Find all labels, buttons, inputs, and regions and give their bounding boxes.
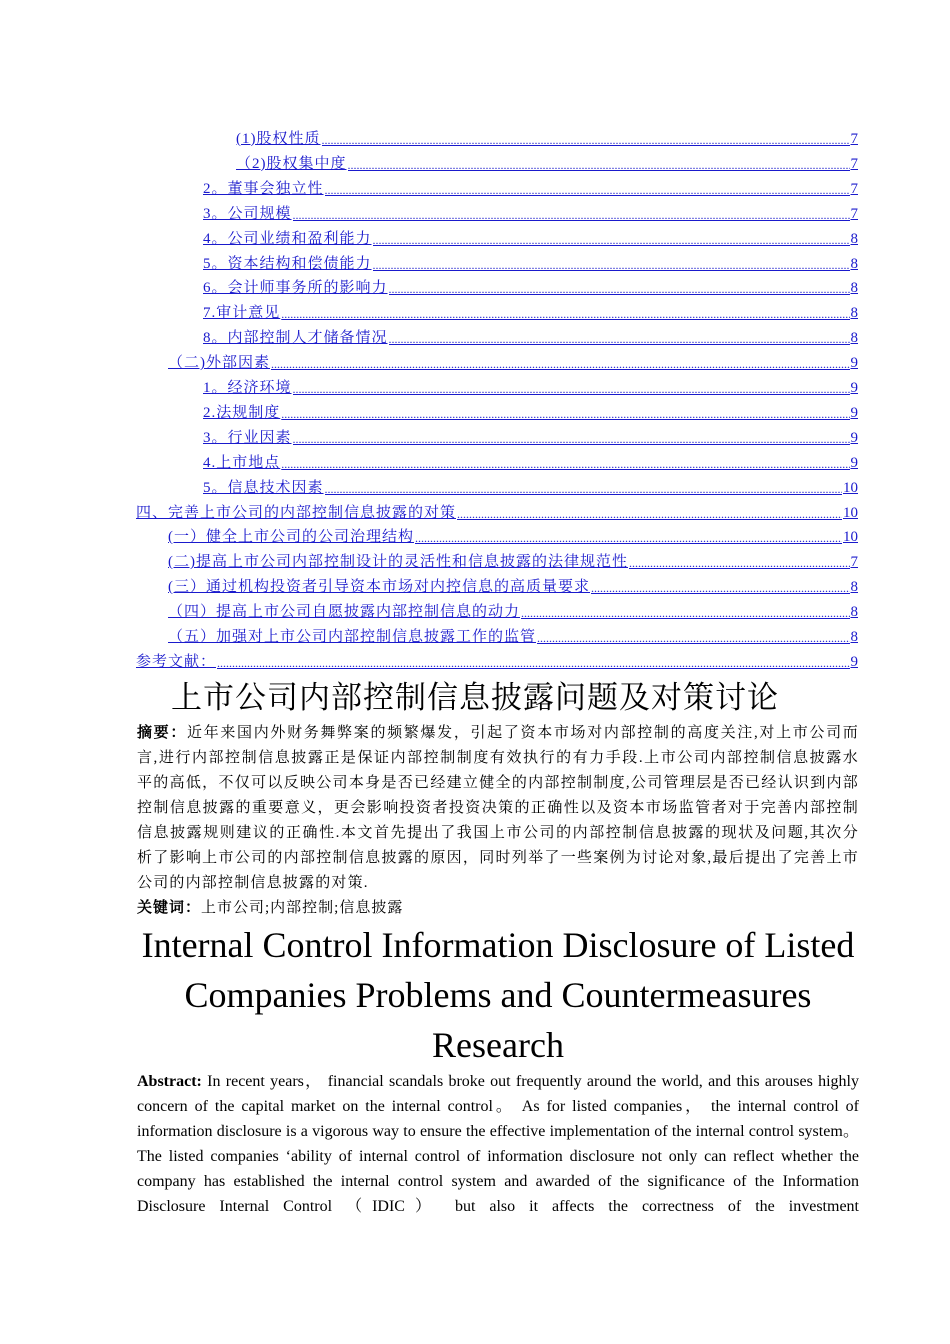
toc-dot-leader	[281, 456, 849, 472]
toc-entry-page: 8	[850, 230, 858, 247]
toc-entry[interactable]	[168, 599, 858, 621]
chinese-abstract-label: 摘要：	[137, 725, 188, 741]
toc-entry-label: 1。经济环境	[203, 380, 292, 396]
toc-dot-leader	[293, 431, 850, 447]
toc-entry[interactable]	[203, 300, 858, 322]
toc-dot-leader	[389, 331, 850, 347]
toc-dot-leader	[293, 381, 850, 397]
toc-entry[interactable]	[136, 649, 858, 671]
toc-entry[interactable]	[168, 524, 858, 546]
toc-entry[interactable]	[168, 350, 858, 372]
toc-entry-label: 3。公司规模	[203, 205, 292, 222]
toc-entry-label: 4.上市地点	[203, 454, 281, 471]
toc-entry-label: 2.法规制度	[203, 404, 281, 421]
toc-entry-label: (1)股权性质	[236, 131, 321, 147]
keywords-label: 关键词：	[137, 900, 202, 916]
toc-dot-leader	[281, 406, 849, 422]
toc-entry[interactable]	[203, 475, 858, 497]
toc-entry-label: 5。信息技术因素	[203, 479, 324, 496]
toc-entry[interactable]	[168, 624, 858, 646]
toc-dot-leader	[591, 580, 850, 596]
toc-dot-leader	[271, 356, 850, 372]
toc-entry-page: 10	[843, 479, 858, 496]
toc-entry[interactable]	[203, 201, 858, 223]
toc-entry-label: 4。公司业绩和盈利能力	[203, 230, 372, 247]
toc-dot-leader	[325, 481, 842, 497]
toc-dot-leader	[629, 555, 850, 571]
toc-dot-leader	[373, 257, 850, 273]
toc-entry-label: （五）加强对上市公司内部控制信息披露工作的监管	[168, 629, 537, 645]
toc-entry-page: 8	[850, 280, 858, 297]
toc-entry-label: 四、完善上市公司的内部控制信息披露的对策	[136, 504, 457, 521]
toc-entry[interactable]	[203, 375, 858, 397]
toc-entry[interactable]	[168, 549, 858, 571]
toc-entry-page: 8	[850, 255, 858, 272]
toc-entry-page: 7	[850, 180, 858, 197]
toc-entry-label: （二)外部因素	[168, 355, 270, 372]
toc-entry-label: 6。会计师事务所的影响力	[203, 280, 388, 297]
english-abstract	[137, 1069, 859, 1219]
toc-entry-page: 8	[850, 305, 858, 322]
toc-dot-leader	[389, 281, 850, 297]
chinese-abstract	[137, 721, 859, 896]
toc-entry-label: 7.审计意见	[203, 305, 281, 322]
toc-entry-label: 8。内部控制人才储备情况	[203, 330, 388, 347]
toc-entry-page: 7	[850, 131, 858, 147]
toc-entry[interactable]	[236, 126, 858, 148]
toc-entry[interactable]	[203, 450, 858, 472]
toc-entry-page: 9	[850, 355, 858, 372]
toc-dot-leader	[217, 655, 849, 671]
toc-entry-page: 9	[850, 454, 858, 471]
chinese-abstract-text: 近年来国内外财务舞弊案的频繁爆发，引起了资本市场对内部控制的高度关注,对上市公司而言,进行内部控制信息披露正是保证内部控制制度有效执行的有力手段.上市公司内部控制信息披露水平的高低，不仅可以反映公司本身是否已经建立健全的内部控制制度,公司管理层是否已经认识到内部控制信息披露的重要意义，更会影响投资者投资决策的正确性以及资本市场监管者对于完善内部控制信息披露规则建议的正确性.本文首先提出了我国上市公司的内部控制信息披露的现状及问题,其次分析了影响上市公司的内部控制信息披露的原因，同时列举了一些案例为讨论对象,最后提出了完善上市公司的内部控制信息披露的对策.	[137, 725, 859, 891]
toc-entry-page: 9	[850, 429, 858, 446]
toc-entry-page: 8	[850, 629, 858, 645]
toc-entry-page: 8	[850, 604, 858, 621]
toc-dot-leader	[537, 630, 849, 646]
toc-dot-leader	[415, 530, 842, 546]
toc-entry-page: 9	[850, 404, 858, 421]
toc-entry-page: 10	[843, 529, 858, 546]
toc-dot-leader	[322, 132, 850, 148]
english-abstract-text: In recent years， financial scandals broke out frequently around the world, and this arouses highly concern of the capital market on the internal control。 As for listed companies， the internal control of information disclosure is a vigorous way to ensure the effective implementation of the internal control system。 The listed companies ‘ability of internal control of information disclosure not only can reflect whether the company has established the internal control system and awarded of the significance of the Information Disclosure Internal Control （IDIC） but also it affects the correctness of the investment	[137, 1073, 859, 1215]
toc-dot-leader	[373, 232, 850, 248]
toc-entry-page: 7	[850, 205, 858, 222]
toc-entry-label: 参考文献：	[136, 653, 217, 670]
toc-entry-page: 7	[850, 554, 858, 571]
toc-entry-label: 3。行业因素	[203, 429, 292, 446]
toc-entry[interactable]	[203, 176, 858, 198]
chinese-title: 上市公司内部控制信息披露问题及对策讨论	[171, 680, 779, 716]
toc-entry-label: （四）提高上市公司自愿披露内部控制信息的动力	[168, 604, 521, 621]
toc-dot-leader	[325, 182, 850, 198]
toc-entry[interactable]	[136, 500, 858, 522]
toc-entry-page: 8	[850, 330, 858, 347]
toc-entry[interactable]	[203, 275, 858, 297]
toc-entry-page: 9	[850, 380, 858, 396]
toc-dot-leader	[348, 157, 850, 173]
toc-dot-leader	[281, 306, 849, 322]
toc-entry-label: （2)股权集中度	[236, 155, 347, 172]
keywords	[137, 896, 859, 920]
toc-entry[interactable]	[203, 251, 858, 273]
toc-dot-leader	[293, 207, 850, 223]
toc-entry-label: 5。资本结构和偿债能力	[203, 255, 372, 272]
toc-entry-page: 7	[850, 155, 858, 172]
toc-entry[interactable]	[203, 226, 858, 248]
toc-entry[interactable]	[203, 425, 858, 447]
toc-entry[interactable]	[203, 400, 858, 422]
english-abstract-label: Abstract:	[137, 1073, 202, 1090]
toc-entry[interactable]	[168, 574, 858, 596]
toc-dot-leader	[521, 605, 849, 621]
toc-entry-label: 2。董事会独立性	[203, 180, 324, 197]
toc-entry-page: 9	[850, 653, 858, 670]
toc-entry-label: (三）通过机构投资者引导资本市场对内控信息的高质量要求	[168, 579, 590, 596]
english-title: Internal Control Information Disclosure of Listed Companies Problems and Countermeasures Research	[141, 925, 855, 1065]
toc-entry[interactable]	[203, 325, 858, 347]
keywords-text: 上市公司;内部控制;信息披露	[201, 900, 404, 916]
toc-entry-page: 8	[850, 579, 858, 596]
toc-entry-label: (二)提高上市公司内部控制设计的灵活性和信息披露的法律规范性	[168, 554, 628, 571]
toc-entry[interactable]	[236, 151, 858, 173]
toc-entry-page: 10	[843, 504, 858, 521]
toc-entry-label: (一）健全上市公司的公司治理结构	[168, 529, 414, 546]
toc-dot-leader	[457, 506, 842, 522]
